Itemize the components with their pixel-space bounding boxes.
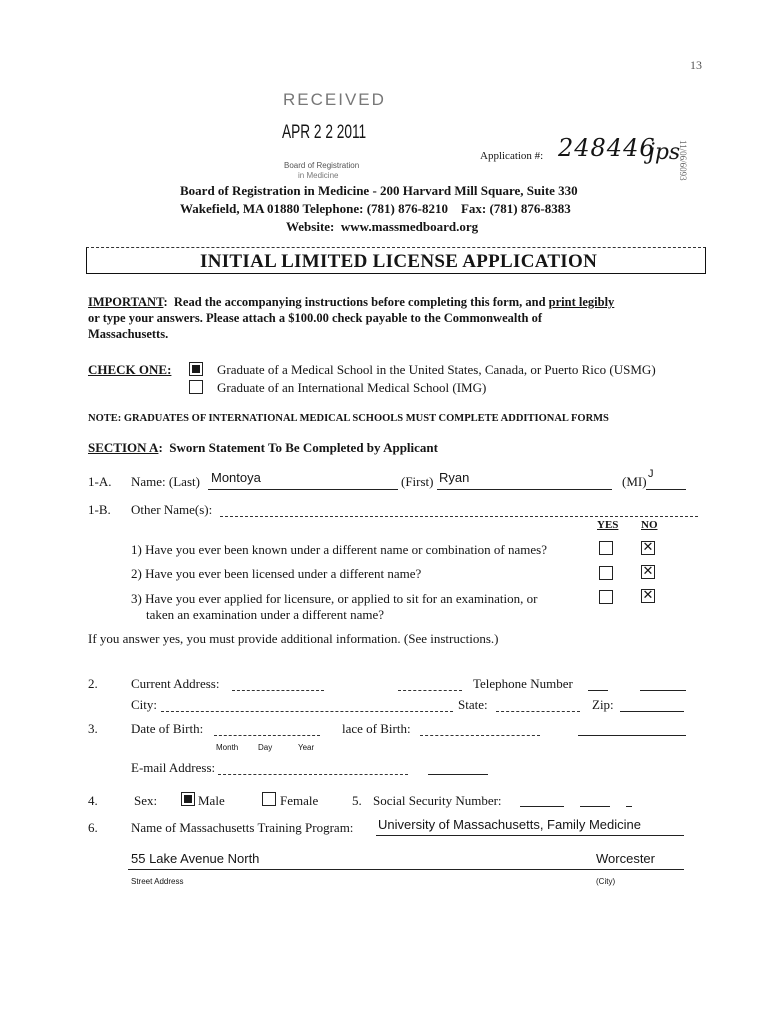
telephone-line[interactable]: [588, 690, 608, 691]
dob-label: Date of Birth:: [131, 721, 204, 736]
application-number: 248446: [558, 134, 656, 162]
female-label: Female: [280, 793, 319, 808]
section-a-label: SECTION A: [88, 440, 159, 455]
training-program-line: [376, 835, 684, 836]
question-3-no-checkbox[interactable]: ✕: [642, 588, 654, 603]
item-6-number: 6.: [88, 820, 98, 835]
city-line[interactable]: [161, 711, 453, 712]
training-street-value[interactable]: 55 Lake Avenue North: [131, 851, 260, 866]
item-3-number: 3.: [88, 721, 98, 736]
check-one-label: CHECK ONE:: [88, 362, 172, 377]
stamp-board: Board of Registration: [284, 161, 360, 170]
last-name-label: Name: (Last): [131, 474, 200, 489]
zip-line[interactable]: [620, 711, 684, 712]
female-checkbox[interactable]: [262, 792, 276, 806]
ssn-line-2[interactable]: [580, 806, 610, 807]
dob-day: Day: [258, 743, 273, 752]
question-3: 3) Have you ever applied for licensure, or applied to sit for an examination, or: [131, 591, 538, 606]
usmg-checkbox[interactable]: [189, 362, 203, 376]
city-label: City:: [131, 697, 158, 712]
application-label: Application #:: [480, 150, 544, 162]
stamp-date: APR 2 2 2011: [282, 122, 367, 143]
question-3-yes-checkbox[interactable]: [599, 590, 613, 604]
img-label: Graduate of an International Medical School (IMG): [217, 380, 487, 395]
first-name-label: (First): [401, 474, 434, 489]
print-legibly: print legibly: [548, 295, 615, 309]
board-address-line-2: Wakefield, MA 01880 Telephone: (781) 876-8210 Fax: (781) 876-8383: [180, 201, 571, 216]
important-block: [88, 294, 708, 342]
important-label: IMPORTANT: [88, 295, 164, 309]
side-serial-mark: 11/06/6093: [678, 140, 688, 181]
no-header: NO: [641, 519, 658, 531]
ssn-label: Social Security Number:: [373, 793, 502, 808]
first-name-value[interactable]: Ryan: [439, 470, 470, 485]
yes-header: YES: [597, 519, 619, 531]
place-of-birth-line[interactable]: [420, 735, 540, 736]
item-5-number: 5.: [352, 793, 362, 808]
board-website: Website: www.massmedboard.org: [286, 219, 479, 234]
first-name-line: [437, 489, 612, 490]
other-names-label: Other Name(s):: [131, 502, 213, 517]
important-text-2: or type your answers. Please attach a $100.00 check payable to the Commonwealth of: [88, 311, 543, 325]
section-a-heading: [88, 440, 438, 456]
email-line[interactable]: [218, 774, 408, 775]
board-address-line-1: Board of Registration in Medicine - 200 Harvard Mill Square, Suite 330: [180, 183, 578, 198]
training-address-line: [128, 869, 684, 870]
form-title: INITIAL LIMITED LICENSE APPLICATION: [200, 251, 598, 272]
dob-month: Month: [216, 743, 239, 752]
city-sub-label: (City): [596, 877, 616, 886]
email-line-2[interactable]: [428, 774, 488, 775]
question-1: 1) Have you ever been known under a different name or combination of names?: [131, 542, 547, 557]
item-1a-number: 1-A.: [88, 474, 112, 489]
question-1-yes-checkbox[interactable]: [599, 541, 613, 555]
img-checkbox[interactable]: [189, 380, 203, 394]
current-address-line-2[interactable]: [398, 690, 462, 691]
question-2-no-checkbox[interactable]: ✕: [642, 564, 654, 579]
current-address-label: Current Address:: [131, 676, 220, 691]
state-label: State:: [458, 697, 488, 712]
item-4-number: 4.: [88, 793, 98, 808]
current-address-line[interactable]: [232, 690, 324, 691]
application-initials: jps: [648, 140, 681, 165]
item-2-number: 2.: [88, 676, 98, 691]
ssn-line[interactable]: [520, 806, 564, 807]
dob-line[interactable]: [214, 735, 320, 736]
item-1b-number: 1-B.: [88, 502, 111, 517]
mi-label: (MI): [622, 474, 647, 489]
important-text-1: : Read the accompanying instructions before completing this form, and: [163, 295, 549, 309]
img-note: NOTE: GRADUATES OF INTERNATIONAL MEDICAL SCHOOLS MUST COMPLETE ADDITIONAL FORMS: [88, 413, 609, 424]
street-address-label: Street Address: [131, 877, 184, 886]
stamp-board-2: in Medicine: [298, 171, 339, 180]
dob-year: Year: [298, 743, 315, 752]
state-line[interactable]: [496, 711, 580, 712]
question-3-continued: taken an examination under a different name?: [146, 607, 384, 622]
training-city-value[interactable]: Worcester: [596, 851, 655, 866]
last-name-line: [208, 489, 398, 490]
mi-line: [646, 489, 686, 490]
section-a-text: : Sworn Statement To Be Completed by Applicant: [158, 440, 438, 455]
other-names-line[interactable]: [220, 516, 698, 517]
place-of-birth-label: lace of Birth:: [342, 721, 411, 736]
last-name-value[interactable]: Montoya: [211, 470, 261, 485]
email-label: E-mail Address:: [131, 760, 216, 775]
training-program-value[interactable]: University of Massachusetts, Family Medicine: [378, 817, 641, 832]
sex-label: Sex:: [134, 793, 158, 808]
mi-value[interactable]: J: [648, 468, 654, 480]
margin-mark: 13: [690, 58, 702, 72]
ssn-line-3[interactable]: [626, 806, 632, 807]
telephone-label: Telephone Number: [473, 676, 573, 691]
question-2-yes-checkbox[interactable]: [599, 566, 613, 580]
received-stamp: RECEIVED: [283, 90, 386, 109]
question-2: 2) Have you ever been licensed under a different name?: [131, 566, 422, 581]
zip-label: Zip:: [592, 697, 614, 712]
answer-yes-note: If you answer yes, you must provide additional information. (See instructions.): [88, 631, 499, 646]
usmg-label: Graduate of a Medical School in the United States, Canada, or Puerto Rico (USMG): [217, 362, 656, 377]
important-text-3: Massachusetts.: [88, 327, 169, 341]
place-of-birth-line-2[interactable]: [578, 735, 686, 736]
telephone-line-2[interactable]: [640, 690, 686, 691]
question-1-no-checkbox[interactable]: ✕: [642, 540, 654, 555]
training-program-label: Name of Massachusetts Training Program:: [131, 820, 354, 835]
male-label: Male: [198, 793, 225, 808]
male-checkbox[interactable]: [181, 792, 195, 806]
